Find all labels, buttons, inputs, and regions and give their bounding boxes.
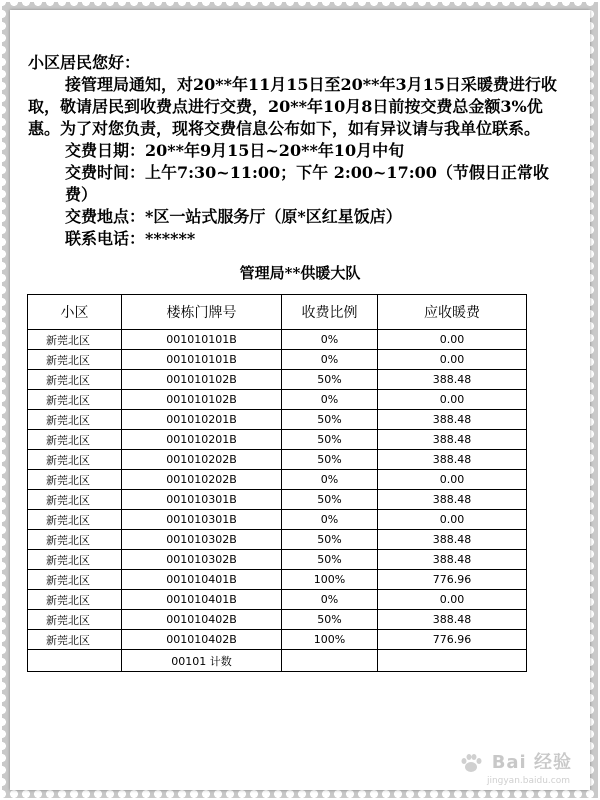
cell-ratio: 50% [282, 530, 378, 550]
cell-fee: 388.48 [378, 450, 527, 470]
greeting: 小区居民您好： [28, 53, 141, 72]
payment-time: 交费时间：上午7:30~11:00；下午 2:00~17:00（节假日正常收费） [65, 163, 549, 204]
cell-community: 新莞北区 [28, 590, 122, 610]
table-row [28, 610, 527, 630]
table-body [28, 330, 527, 672]
cell-fee: 0.00 [378, 350, 527, 370]
payment-date: 交费日期：20**年9月15日~20**年10月中旬 [65, 141, 405, 160]
cell-building: 001010301B [122, 510, 282, 530]
cell-fee: 388.48 [378, 550, 527, 570]
cell-fee: 388.48 [378, 370, 527, 390]
header-building: 楼栋门牌号 [122, 295, 282, 330]
signature: 管理局**供暖大队 [239, 264, 361, 282]
cell-fee: 388.48 [378, 430, 527, 450]
table-row [28, 370, 527, 390]
cell-community: 新莞北区 [28, 510, 122, 530]
cell-ratio: 0% [282, 390, 378, 410]
table-header-row [28, 295, 527, 330]
cell-building: 001010402B [122, 610, 282, 630]
table-row [28, 470, 527, 490]
cell-fee: 0.00 [378, 390, 527, 410]
table-row [28, 450, 527, 470]
table-row [28, 630, 527, 650]
table-row [28, 570, 527, 590]
empty-cell [378, 650, 527, 672]
cell-building: 001010201B [122, 410, 282, 430]
cell-ratio: 50% [282, 550, 378, 570]
header-community: 小区 [28, 295, 122, 330]
cell-community: 新莞北区 [28, 410, 122, 430]
empty-cell [282, 650, 378, 672]
table-row [28, 330, 527, 350]
total-label: 00101 计数 [122, 650, 282, 672]
cell-community: 新莞北区 [28, 610, 122, 630]
cell-fee: 0.00 [378, 470, 527, 490]
notice-body: 接管理局通知，对20**年11月15日至20**年3月15日采暖费进行收取，敬请居民到收费点进行交费，20**年10月8日前按交费总金额3%优惠。为了对您负责，现将交费信息公布如下，如有异议请与我单位联系。 [28, 75, 557, 138]
cell-ratio: 50% [282, 490, 378, 510]
cell-building: 001010102B [122, 390, 282, 410]
cell-community: 新莞北区 [28, 370, 122, 390]
cell-building: 001010201B [122, 430, 282, 450]
cell-building: 001010401B [122, 590, 282, 610]
cell-building: 001010402B [122, 630, 282, 650]
cell-ratio: 0% [282, 350, 378, 370]
cell-community: 新莞北区 [28, 570, 122, 590]
cell-ratio: 0% [282, 330, 378, 350]
cell-building: 001010101B [122, 350, 282, 370]
cell-community: 新莞北区 [28, 470, 122, 490]
cell-building: 001010101B [122, 330, 282, 350]
table-row [28, 430, 527, 450]
cell-ratio: 50% [282, 450, 378, 470]
baidu-watermark [458, 748, 572, 774]
cell-fee: 776.96 [378, 570, 527, 590]
cell-community: 新莞北区 [28, 530, 122, 550]
cell-ratio: 100% [282, 570, 378, 590]
table-row [28, 390, 527, 410]
table-row [28, 350, 527, 370]
cell-building: 001010301B [122, 490, 282, 510]
cell-building: 001010401B [122, 570, 282, 590]
cell-ratio: 50% [282, 410, 378, 430]
cell-community: 新莞北区 [28, 450, 122, 470]
cell-fee: 0.00 [378, 510, 527, 530]
table-row [28, 510, 527, 530]
table-row [28, 590, 527, 610]
table-row [28, 490, 527, 510]
table-row [28, 530, 527, 550]
table-row [28, 550, 527, 570]
cell-ratio: 50% [282, 430, 378, 450]
cell-ratio: 0% [282, 510, 378, 530]
cell-ratio: 50% [282, 610, 378, 630]
cell-building: 001010302B [122, 550, 282, 570]
cell-ratio: 0% [282, 590, 378, 610]
cell-fee: 388.48 [378, 410, 527, 430]
cell-fee: 388.48 [378, 490, 527, 510]
cell-ratio: 100% [282, 630, 378, 650]
contact-phone: 联系电话：****** [65, 229, 196, 248]
watermark-brand: Bai 经验 [491, 752, 572, 773]
cell-fee: 776.96 [378, 630, 527, 650]
empty-cell [28, 650, 122, 672]
cell-community: 新莞北区 [28, 390, 122, 410]
cell-community: 新莞北区 [28, 630, 122, 650]
paw-logo-icon [458, 752, 484, 774]
payment-place: 交费地点：*区一站式服务厅（原*区红星饭店） [65, 207, 402, 226]
watermark-url: jingyan.baidu.com [486, 776, 570, 786]
cell-community: 新莞北区 [28, 350, 122, 370]
cell-community: 新莞北区 [28, 490, 122, 510]
cell-building: 001010202B [122, 470, 282, 490]
cell-building: 001010302B [122, 530, 282, 550]
header-fee: 应收暖费 [378, 295, 527, 330]
cell-building: 001010102B [122, 370, 282, 390]
cell-fee: 0.00 [378, 330, 527, 350]
cell-fee: 388.48 [378, 610, 527, 630]
cell-community: 新莞北区 [28, 430, 122, 450]
cell-ratio: 50% [282, 370, 378, 390]
fee-table [27, 294, 527, 672]
header-ratio: 收费比例 [282, 295, 378, 330]
cell-ratio: 0% [282, 470, 378, 490]
cell-building: 001010202B [122, 450, 282, 470]
cell-fee: 388.48 [378, 530, 527, 550]
cell-community: 新莞北区 [28, 550, 122, 570]
cell-community: 新莞北区 [28, 330, 122, 350]
table-total-row [28, 650, 527, 672]
cell-fee: 0.00 [378, 590, 527, 610]
table-row [28, 410, 527, 430]
notice-text [28, 52, 558, 250]
